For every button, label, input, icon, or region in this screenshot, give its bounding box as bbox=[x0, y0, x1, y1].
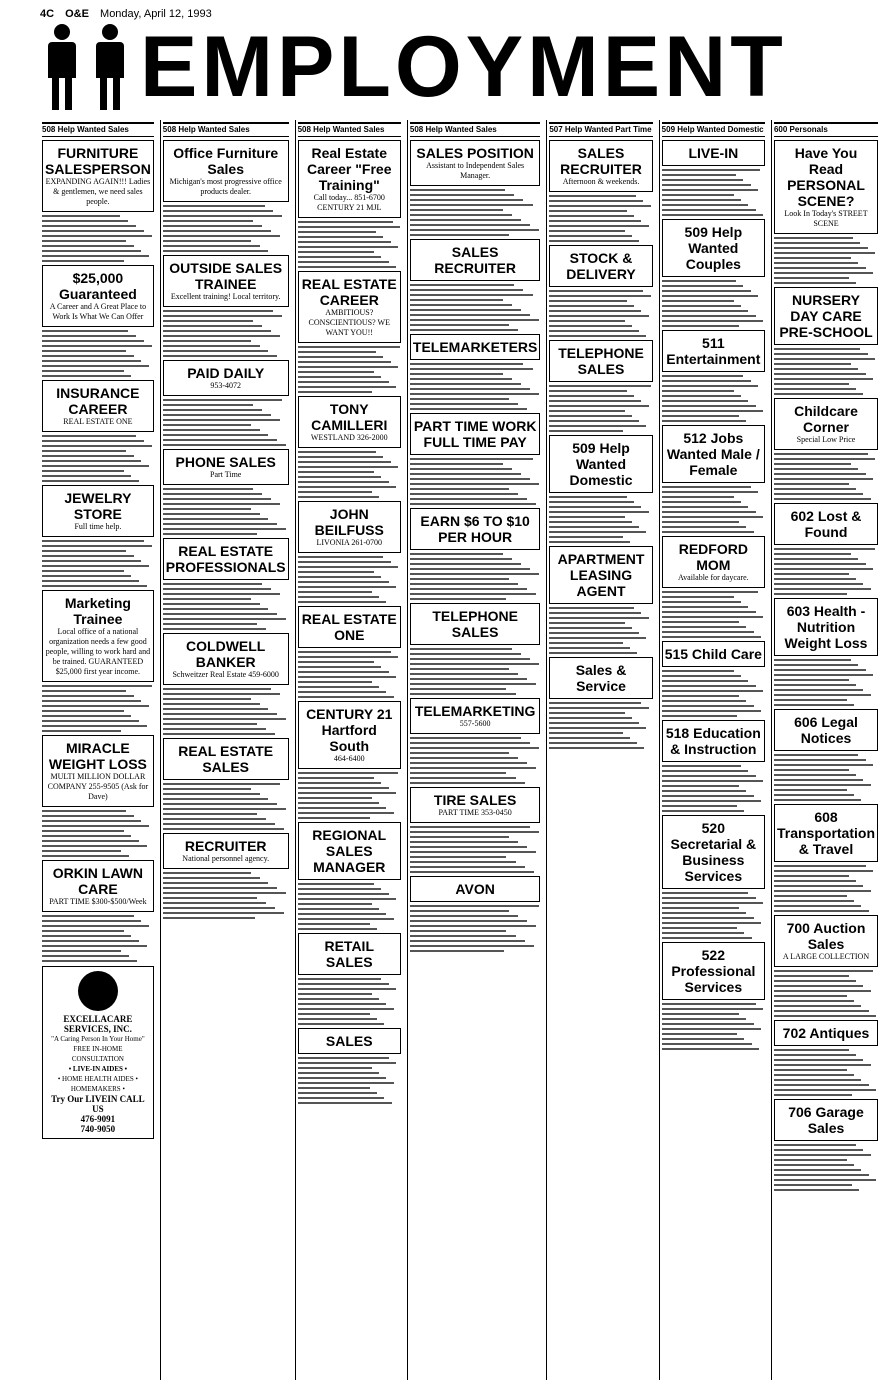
ad-body-text-lines bbox=[774, 453, 878, 500]
classifieds-grid bbox=[40, 120, 880, 1380]
classified-ad bbox=[662, 942, 765, 1000]
ad-headline: 511 Entertainment bbox=[666, 335, 761, 367]
ad-subline: 953-4072 bbox=[210, 381, 242, 390]
ad-body-text-lines bbox=[410, 189, 540, 236]
ad-body-text-lines bbox=[549, 195, 652, 242]
classified-ad bbox=[549, 140, 652, 192]
classified-ad bbox=[42, 735, 154, 807]
ad-subline: EXPANDING AGAIN!!! Ladies & gentlemen, we need sales people. bbox=[45, 177, 151, 206]
column-header: 508 Help Wanted Sales bbox=[42, 122, 154, 137]
classified-ad bbox=[410, 603, 540, 645]
ad-body-text-lines bbox=[549, 496, 652, 543]
ad-headline: $25,000 Guaranteed bbox=[58, 270, 137, 302]
classified-ad bbox=[298, 501, 401, 553]
ad-body-text-lines bbox=[410, 553, 540, 600]
classified-column bbox=[771, 120, 880, 1380]
ad-headline: SALES RECRUITER bbox=[560, 145, 642, 177]
ad-headline: 509 Help Wanted Domestic bbox=[569, 440, 633, 488]
column-header: 600 Personals bbox=[774, 122, 878, 137]
ad-body-text-lines bbox=[549, 290, 652, 337]
ad-headline: PHONE SALES bbox=[175, 454, 276, 470]
ad-headline: NURSERY DAY CARE PRE-SCHOOL bbox=[779, 292, 873, 340]
ad-headline: 702 Antiques bbox=[782, 1025, 870, 1041]
ad-headline: TIRE SALES bbox=[433, 792, 517, 808]
classified-column bbox=[659, 120, 767, 1380]
ad-headline: ORKIN LAWN CARE bbox=[52, 865, 143, 897]
classified-ad bbox=[662, 140, 765, 166]
classified-ad bbox=[163, 360, 289, 396]
ad-subline: 557-5600 bbox=[459, 719, 491, 728]
classified-ad bbox=[42, 590, 154, 682]
ad-body-text-lines bbox=[410, 905, 540, 952]
ad-subline: Special Low Price bbox=[796, 435, 856, 444]
ad-headline: INSURANCE CAREER bbox=[56, 385, 140, 417]
ad-body-text-lines bbox=[163, 688, 289, 735]
classified-ad bbox=[163, 833, 289, 869]
column-header: 507 Help Wanted Part Time bbox=[549, 122, 652, 137]
ad-headline: RECRUITER bbox=[184, 838, 267, 854]
ad-body-text-lines bbox=[42, 435, 154, 482]
classified-ad bbox=[42, 380, 154, 432]
ad-headline: PART TIME WORK FULL TIME PAY bbox=[413, 418, 537, 450]
ad-body-text-lines bbox=[549, 385, 652, 432]
ad-body-text-lines bbox=[410, 737, 540, 784]
classified-ad bbox=[662, 720, 765, 762]
issue-date: Monday, April 12, 1993 bbox=[100, 8, 212, 20]
ad-headline: Office Furniture Sales bbox=[173, 145, 279, 177]
ad-headline: STOCK & DELIVERY bbox=[566, 250, 636, 282]
ad-body-text-lines bbox=[662, 670, 765, 717]
ad-headline: 603 Health - Nutrition Weight Loss bbox=[784, 603, 868, 651]
ad-body-text-lines bbox=[410, 648, 540, 695]
ad-subline: National personnel agency. bbox=[182, 854, 270, 863]
ad-body-text-lines bbox=[42, 330, 154, 377]
ad-headline: JEWELRY STORE bbox=[64, 490, 132, 522]
ad-headline: TELEPHONE SALES bbox=[432, 608, 518, 640]
ad-body-text-lines bbox=[549, 607, 652, 654]
ad-subline: A LARGE COLLECTION bbox=[782, 952, 870, 961]
ad-headline: TELEMARKETERS bbox=[412, 339, 538, 355]
ad-subline: Assistant to Independent Sales Manager. bbox=[426, 161, 525, 180]
classified-ad bbox=[42, 265, 154, 327]
ad-body-text-lines bbox=[774, 237, 878, 284]
ad-headline: Childcare Corner bbox=[794, 403, 858, 435]
ad-body-text-lines bbox=[298, 556, 401, 603]
ad-headline: 518 Education & Instruction bbox=[665, 725, 761, 757]
column-header: 508 Help Wanted Sales bbox=[163, 122, 289, 137]
ad-body-text-lines bbox=[42, 915, 154, 962]
ad-headline: AVON bbox=[455, 881, 495, 897]
classified-ad bbox=[410, 876, 540, 902]
classified-column bbox=[160, 120, 291, 1380]
ad-body-text-lines bbox=[163, 583, 289, 630]
classified-ad bbox=[298, 701, 401, 769]
ad-body-text-lines bbox=[774, 1144, 878, 1191]
ad-body-text-lines bbox=[42, 685, 154, 732]
classified-ad bbox=[163, 738, 289, 780]
paper-name: O&E bbox=[65, 8, 89, 20]
ad-body-text-lines bbox=[410, 363, 540, 410]
classified-ad bbox=[163, 140, 289, 202]
ad-headline: 522 Professional Services bbox=[671, 947, 756, 995]
classified-ad bbox=[163, 633, 289, 685]
ad-headline: SALES POSITION bbox=[416, 145, 534, 161]
classified-ad bbox=[42, 485, 154, 537]
classified-column bbox=[546, 120, 654, 1380]
ad-headline: REAL ESTATE ONE bbox=[301, 611, 397, 643]
ad-body-text-lines bbox=[298, 772, 401, 819]
ad-subline: Full time help. bbox=[74, 522, 122, 531]
ad-body-text-lines bbox=[298, 651, 401, 698]
ad-body-text-lines bbox=[662, 591, 765, 638]
classified-ad bbox=[410, 508, 540, 550]
ad-headline: REDFORD MOM bbox=[678, 541, 748, 573]
excellacare-phone2: 740-9050 bbox=[80, 1124, 116, 1134]
ad-body-text-lines bbox=[42, 540, 154, 587]
ad-body-text-lines bbox=[42, 810, 154, 857]
ad-body-text-lines bbox=[410, 458, 540, 505]
ad-body-text-lines bbox=[163, 310, 289, 357]
ad-subline: Call today... 851-6700 CENTURY 21 MJL bbox=[313, 193, 385, 212]
ad-headline: FURNITURE SALESPERSON bbox=[45, 145, 151, 177]
classified-ad bbox=[774, 503, 878, 545]
ad-headline: APARTMENT LEASING AGENT bbox=[557, 551, 645, 599]
ad-body-text-lines bbox=[410, 284, 540, 331]
ad-body-text-lines bbox=[163, 488, 289, 535]
ad-headline: EARN $6 TO $10 PER HOUR bbox=[420, 513, 530, 545]
ad-headline: Marketing Trainee bbox=[64, 595, 131, 627]
classified-ad bbox=[298, 933, 401, 975]
ad-headline: 520 Secretarial & Business Services bbox=[670, 820, 757, 884]
ad-headline: 512 Jobs Wanted Male / Female bbox=[666, 430, 760, 478]
ad-body-text-lines bbox=[163, 872, 289, 919]
classified-ad bbox=[549, 657, 652, 699]
person-figure-icon bbox=[88, 24, 132, 110]
ad-headline: 602 Lost & Found bbox=[790, 508, 862, 540]
ad-subline: 464-6400 bbox=[333, 754, 365, 763]
classified-ad bbox=[163, 538, 289, 580]
classified-ad bbox=[549, 435, 652, 493]
classified-ad bbox=[662, 536, 765, 588]
classified-ad bbox=[410, 787, 540, 823]
excellacare-logo-icon bbox=[78, 971, 118, 1011]
ad-body-text-lines bbox=[774, 348, 878, 395]
ad-headline: 606 Legal Notices bbox=[794, 714, 858, 746]
classified-column bbox=[295, 120, 403, 1380]
ad-headline: RETAIL SALES bbox=[324, 938, 374, 970]
classified-ad bbox=[298, 396, 401, 448]
ad-headline: SALES bbox=[325, 1033, 373, 1049]
classified-ad bbox=[662, 219, 765, 277]
ad-body-text-lines bbox=[42, 215, 154, 262]
ad-body-text-lines bbox=[298, 1057, 401, 1104]
column-header: 508 Help Wanted Sales bbox=[410, 122, 540, 137]
classified-ad bbox=[42, 860, 154, 912]
ad-headline: Real Estate Career "Free Training" bbox=[307, 145, 392, 193]
ad-body-text-lines bbox=[298, 883, 401, 930]
ad-body-text-lines bbox=[298, 451, 401, 498]
ad-subline: A Career and A Great Place to Work Is What We Can Offer bbox=[49, 302, 147, 321]
ad-subline: AMBITIOUS? CONSCIENTIOUS? WE WANT YOU!! bbox=[308, 308, 390, 337]
ad-headline: JOHN BEILFUSS bbox=[314, 506, 384, 538]
excellacare-ad bbox=[42, 966, 154, 1139]
classified-ad bbox=[774, 915, 878, 967]
ad-body-text-lines bbox=[298, 221, 401, 268]
ad-headline: CENTURY 21 Hartford South bbox=[306, 706, 393, 754]
ad-body-text-lines bbox=[163, 783, 289, 830]
classified-ad bbox=[410, 413, 540, 455]
column-header: 509 Help Wanted Domestic bbox=[662, 122, 765, 137]
excellacare-company: EXCELLACARE SERVICES, INC. bbox=[63, 1014, 133, 1034]
ad-subline: Afternoon & weekends. bbox=[562, 177, 640, 186]
classified-ad bbox=[298, 606, 401, 648]
classified-ad bbox=[549, 546, 652, 604]
classified-ad bbox=[298, 822, 401, 880]
classified-ad bbox=[163, 255, 289, 307]
classified-ad bbox=[774, 804, 878, 862]
ad-body-text-lines bbox=[774, 548, 878, 595]
ad-body-text-lines bbox=[549, 702, 652, 749]
classified-ad bbox=[298, 271, 401, 343]
ad-body-text-lines bbox=[774, 970, 878, 1017]
excellacare-live-in: • LIVE-IN AIDES • bbox=[68, 1065, 128, 1073]
ad-subline: WESTLAND 326-2000 bbox=[310, 433, 388, 442]
classified-ad bbox=[774, 709, 878, 751]
ad-headline: TELEMARKETING bbox=[414, 703, 536, 719]
ad-headline: LIVE-IN bbox=[688, 145, 739, 161]
ad-subline: REAL ESTATE ONE bbox=[63, 417, 133, 426]
ad-body-text-lines bbox=[163, 205, 289, 252]
classified-ad bbox=[662, 815, 765, 889]
ad-subline: Available for daycare. bbox=[677, 573, 749, 582]
ad-headline: PAID DAILY bbox=[187, 365, 265, 381]
classified-ad bbox=[410, 698, 540, 734]
ad-body-text-lines bbox=[662, 375, 765, 422]
classified-ad bbox=[549, 245, 652, 287]
classified-ad bbox=[774, 287, 878, 345]
ad-headline: 515 Child Care bbox=[664, 646, 762, 662]
classified-ad bbox=[410, 239, 540, 281]
ad-body-text-lines bbox=[163, 399, 289, 446]
ad-subline: Part Time bbox=[210, 470, 242, 479]
ad-subline: Local office of a national organization needs a few good people, willing to work hard and be trained. GUARANTEED $25,000 first year income. bbox=[45, 627, 151, 676]
ad-headline: 700 Auction Sales bbox=[786, 920, 866, 952]
ad-body-text-lines bbox=[662, 892, 765, 939]
classified-ad bbox=[774, 1020, 878, 1046]
ad-subline: Michigan's most progressive office products dealer. bbox=[169, 177, 282, 196]
ad-body-text-lines bbox=[410, 826, 540, 873]
section-title: EMPLOYMENT bbox=[140, 19, 787, 115]
column-header: 508 Help Wanted Sales bbox=[298, 122, 401, 137]
ad-body-text-lines bbox=[662, 169, 765, 216]
ad-subline: MULTI MILLION DOLLAR COMPANY 255-9505 (Ask for Dave) bbox=[47, 772, 149, 801]
excellacare-phone1: 476-9091 bbox=[80, 1114, 116, 1124]
ad-body-text-lines bbox=[662, 486, 765, 533]
excellacare-phone-label: Try Our LIVEIN CALL US bbox=[51, 1094, 145, 1114]
ad-subline: PART TIME $300-$500/Week bbox=[49, 897, 147, 906]
ad-headline: Have You Read PERSONAL SCENE? bbox=[787, 145, 865, 209]
ad-headline: REGIONAL SALES MANAGER bbox=[312, 827, 387, 875]
classified-column bbox=[40, 120, 156, 1380]
ad-headline: REAL ESTATE PROFESSIONALS bbox=[165, 543, 286, 575]
ad-body-text-lines bbox=[774, 659, 878, 706]
ad-subline: PART TIME 353-0450 bbox=[438, 808, 512, 817]
ad-headline: COLDWELL BANKER bbox=[186, 638, 266, 670]
ad-headline: 706 Garage Sales bbox=[788, 1104, 864, 1136]
ad-body-text-lines bbox=[662, 280, 765, 327]
ad-headline: Sales & Service bbox=[575, 662, 627, 694]
ad-headline: TELEPHONE SALES bbox=[558, 345, 644, 377]
ad-headline: REAL ESTATE CAREER bbox=[301, 276, 397, 308]
classified-ad bbox=[774, 398, 878, 450]
figures-logo bbox=[40, 24, 132, 110]
ad-subline: Look In Today's STREET SCENE bbox=[784, 209, 868, 228]
masthead bbox=[40, 19, 880, 115]
ad-body-text-lines bbox=[774, 754, 878, 801]
classified-ad bbox=[163, 449, 289, 485]
ad-headline: SALES RECRUITER bbox=[434, 244, 516, 276]
ad-headline: OUTSIDE SALES TRAINEE bbox=[169, 260, 283, 292]
ad-body-text-lines bbox=[662, 765, 765, 812]
ad-headline: 509 Help Wanted Couples bbox=[684, 224, 743, 272]
excellacare-offer: FREE IN-HOME CONSULTATION bbox=[71, 1045, 124, 1063]
classified-ad bbox=[774, 140, 878, 234]
ad-subline: Excellent training! Local territory. bbox=[170, 292, 281, 301]
ad-body-text-lines bbox=[774, 1049, 878, 1096]
classified-ad bbox=[410, 140, 540, 186]
ad-headline: TONY CAMILLERI bbox=[311, 401, 388, 433]
ad-subline: Schweitzer Real Estate 459-6000 bbox=[172, 670, 279, 679]
ad-body-text-lines bbox=[774, 865, 878, 912]
page-number: 4C bbox=[40, 8, 55, 20]
excellacare-slogan: "A Caring Person In Your Home" bbox=[51, 1035, 145, 1043]
ad-body-text-lines bbox=[662, 1003, 765, 1050]
classified-ad bbox=[662, 425, 765, 483]
classified-ad bbox=[298, 140, 401, 218]
classified-ad bbox=[662, 330, 765, 372]
classified-ad bbox=[410, 334, 540, 360]
ad-subline: LIVONIA 261-0700 bbox=[316, 538, 383, 547]
classified-ad bbox=[662, 641, 765, 667]
person-figure-icon bbox=[40, 24, 84, 110]
classified-ad bbox=[549, 340, 652, 382]
ad-headline: REAL ESTATE SALES bbox=[178, 743, 274, 775]
classified-ad bbox=[42, 140, 154, 212]
ad-headline: MIRACLE WEIGHT LOSS bbox=[48, 740, 147, 772]
ad-body-text-lines bbox=[298, 346, 401, 393]
excellacare-services: • HOME HEALTH AIDES • HOMEMAKERS • bbox=[57, 1075, 138, 1093]
classified-column bbox=[407, 120, 542, 1380]
classified-ad bbox=[298, 1028, 401, 1054]
ad-body-text-lines bbox=[298, 978, 401, 1025]
ad-headline: 608 Transportation & Travel bbox=[776, 809, 875, 857]
classified-ad bbox=[774, 1099, 878, 1141]
classified-ad bbox=[774, 598, 878, 656]
